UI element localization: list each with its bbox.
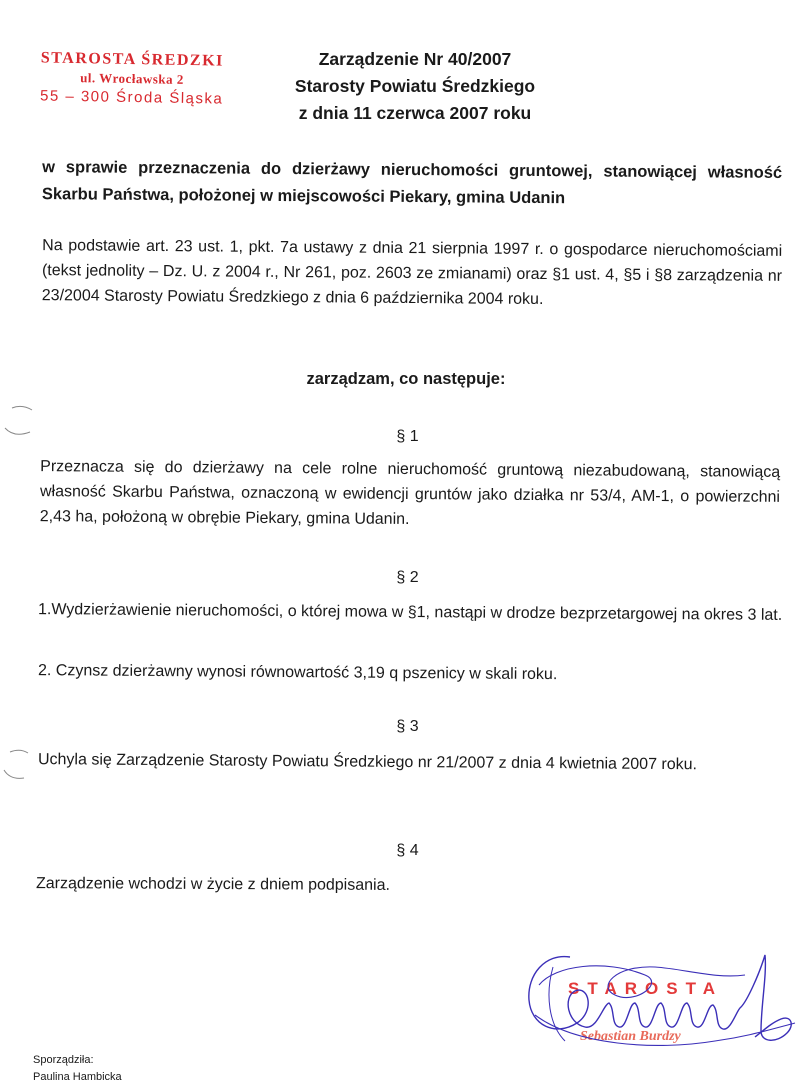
section-2-point-1: 1.Wydzierżawienie nieruchomości, o której mowa w §1, nastąpi w drodze bezprzetargowej na okres 3 lat. [37, 601, 783, 624]
handwritten-signature [515, 945, 800, 1065]
section-2-heading: § 2 [396, 569, 419, 586]
title-issuer: Starosty Powiatu Średzkiego [294, 76, 536, 96]
decree-heading: zarządzam, co następuje: [306, 370, 506, 388]
subject-paragraph: w sprawie przeznaczenia do dzierżawy nieruchomości gruntowej, stanowiącej własność Skarbu Państwa, położonej w miejscowości Piekary, gmina Udanin [41, 158, 783, 208]
section-3-heading: § 3 [396, 718, 419, 735]
title-number: Zarządzenie Nr 40/2007 [318, 49, 512, 69]
section-1-heading: § 1 [396, 428, 419, 445]
section-4-text: Zarządzenie wchodzi w życie z dniem podpisania. [35, 875, 390, 894]
stamp-city: 55 – 300 Środa Śląska [39, 87, 224, 108]
section-4-heading: § 4 [396, 842, 419, 859]
prepared-by-name: Paulina Hambicka [33, 1071, 122, 1083]
stamp-street: ul. Wrocławska 2 [80, 70, 184, 87]
section-3-text: Uchyla się Zarządzenie Starosty Powiatu Średzkiego nr 21/2007 z dnia 4 kwietnia 2007 roku. [37, 751, 698, 774]
legal-basis-paragraph: Na podstawie art. 23 ust. 1, pkt. 7a ustawy z dnia 21 sierpnia 1997 r. o gospodarce nieruchomościami (tekst jednolity – Dz. U. z 2004 r., Nr 261, poz. 2603 ze zmianami) oraz §1 ust. 4, §5 i §8 zarządzenia nr 23/2004 Starosty Powiatu Średzkiego z dnia 6 października 2004 roku. [41, 237, 783, 309]
title-date: z dnia 11 czerwca 2007 roku [298, 103, 532, 123]
stamp-office-name: STAROSTA ŚREDZKI [40, 49, 224, 70]
office-stamp [22, 48, 243, 110]
signature-stamp-name: Sebastian Burdzy [580, 1029, 681, 1044]
prepared-by [33, 1052, 122, 1086]
prepared-by-label: Sporządziła: [33, 1054, 94, 1066]
section-1-text: Przeznacza się do dzierżawy na cele rolne nieruchomość gruntową niezabudowaną, stanowiącą własność Skarbu Państwa, oznaczoną w ewidencji gruntów jako działka nr 53/4, AM-1, o powierzchni 2,43 ha, położoną w obrębie Piekary, gmina Udanin. [39, 458, 781, 528]
section-2-point-2: 2. Czynsz dzierżawny wynosi równowartość 3,19 q pszenicy w skali roku. [37, 662, 558, 684]
punch-hole-marks [0, 0, 40, 800]
signature-stamp-title: STAROSTA [568, 979, 723, 998]
document-title [250, 46, 580, 127]
